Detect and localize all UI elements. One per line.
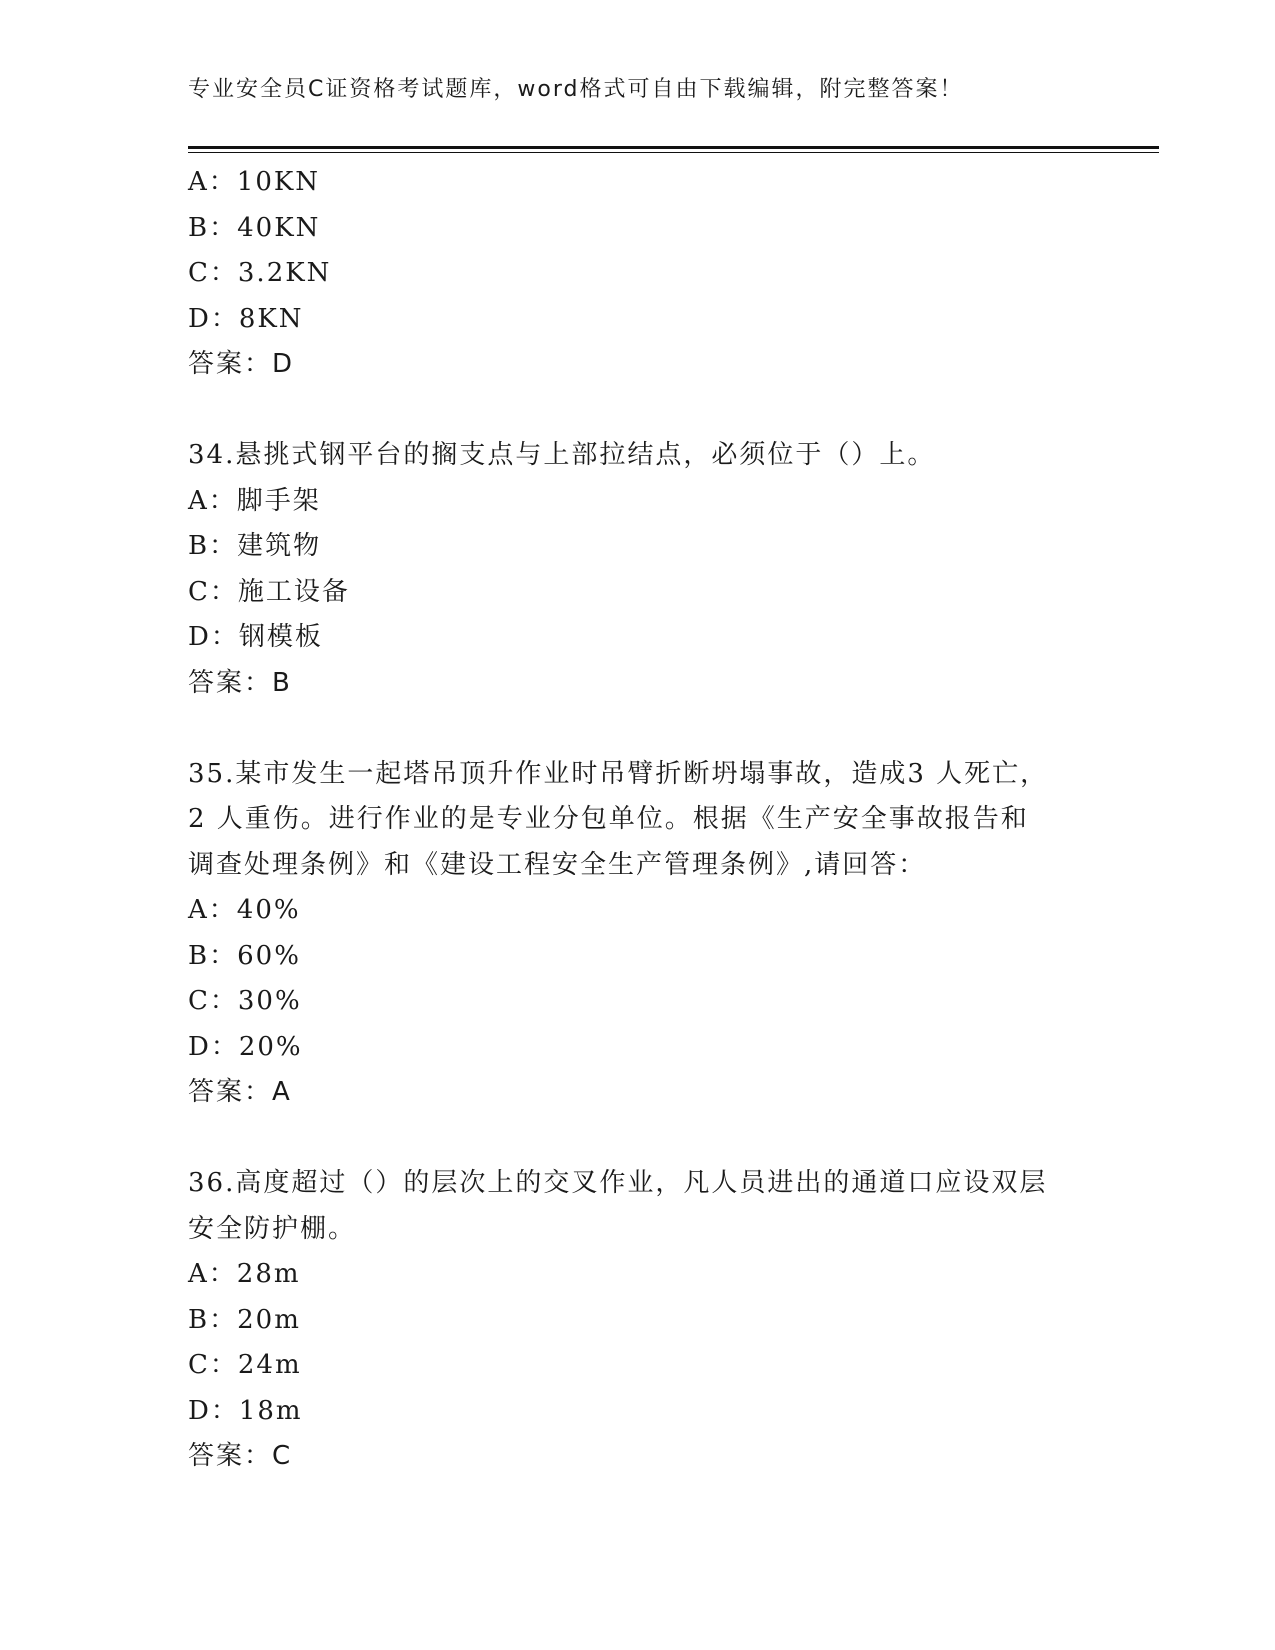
question-block	[188, 160, 1088, 388]
option-b: B：60%	[188, 940, 301, 971]
question-text-line: 36.高度超过（）的层次上的交叉作业，凡人员进出的通道口应设双层	[188, 1168, 1048, 1198]
question-text-line: 2 人重伤。进行作业的是专业分包单位。根据《生产安全事故报告和	[188, 804, 1029, 834]
spacer	[188, 388, 1088, 434]
question-list	[188, 160, 1088, 1480]
spacer	[188, 706, 1088, 752]
question-text-line: 35.某市发生一起塔吊顶升作业时吊臂折断坍塌事故，造成3 人死亡，	[188, 758, 1049, 789]
option-b: B：建筑物	[188, 531, 322, 561]
question-text-line: 安全防护棚。	[188, 1213, 357, 1244]
option-d: D：18m	[188, 1395, 303, 1426]
answer-text: 答案：D	[188, 349, 295, 379]
question-text: 34.悬挑式钢平台的搁支点与上部拉结点，必须位于（）上。	[188, 440, 936, 470]
question-block	[188, 1161, 1088, 1480]
answer-text: 答案：C	[188, 1441, 293, 1471]
option-c: C：24m	[188, 1350, 302, 1380]
option-a: A：10KN	[188, 167, 321, 197]
option-c: C：3.2KN	[188, 258, 332, 288]
answer-text: 答案：B	[188, 667, 292, 698]
option-d: D：钢模板	[188, 622, 323, 652]
option-b: B：20m	[188, 1304, 301, 1335]
option-a: A：40%	[188, 895, 301, 925]
option-a: A：脚手架	[188, 485, 321, 516]
option-d: D：8KN	[188, 303, 304, 334]
header-divider-thin	[188, 152, 1159, 153]
page-header: 专业安全员C证资格考试题库，word格式可自由下载编辑，附完整答案！	[188, 77, 964, 102]
option-d: D：20%	[188, 1031, 303, 1062]
option-a: A：28m	[188, 1259, 301, 1289]
option-b: B：40KN	[188, 212, 321, 243]
header-divider-thick	[188, 146, 1159, 149]
option-c: C：施工设备	[188, 576, 350, 607]
question-text-line: 调查处理条例》和《建设工程安全生产管理条例》,请回答：	[188, 849, 927, 880]
option-c: C：30%	[188, 986, 302, 1016]
question-block	[188, 433, 1088, 706]
question-block	[188, 752, 1088, 1116]
spacer	[188, 1116, 1088, 1162]
answer-text: 答案：A	[188, 1077, 292, 1107]
